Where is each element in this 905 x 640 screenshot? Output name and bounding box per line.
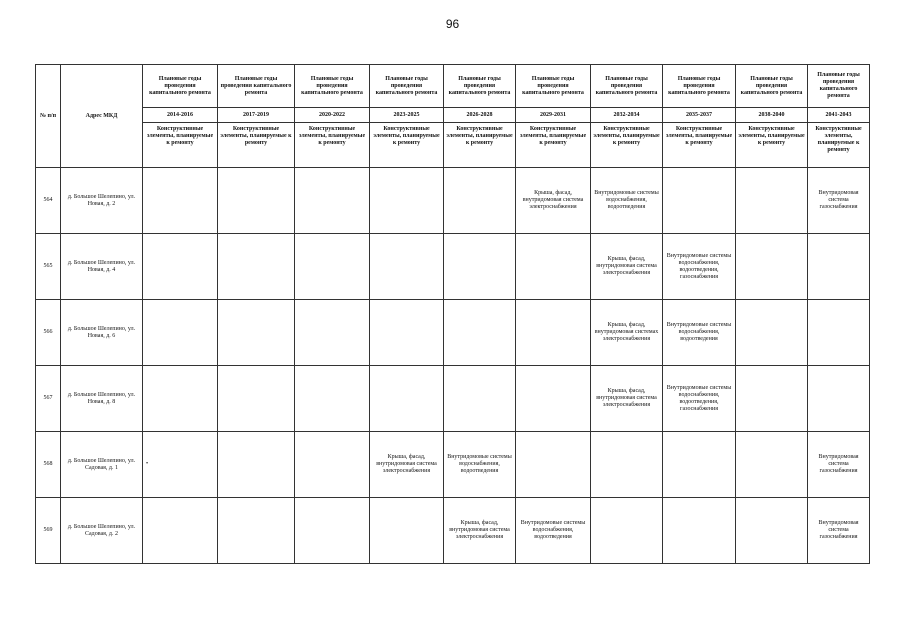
period-cell-2023-2025: Крыша, фасад, внутридомовая система электроснабжения xyxy=(370,432,444,498)
table-row xyxy=(36,168,870,234)
row-address: д. Большое Шелепино, ул. Новая, д. 4 xyxy=(61,234,143,300)
header-elements-label: Конструктивные элементы, планируемые к ремонту xyxy=(143,123,218,168)
period-cell-2041-2043 xyxy=(808,300,870,366)
period-cell-2029-2031 xyxy=(516,234,591,300)
period-cell-2038-2040 xyxy=(736,168,808,234)
header-period-2029-2031: 2029-2031 xyxy=(516,108,591,123)
header-period-2023-2025: 2023-2025 xyxy=(370,108,444,123)
period-cell-2038-2040 xyxy=(736,366,808,432)
period-cell-2029-2031: Внутридомовые системы водоснабжения, водоотведения xyxy=(516,498,591,564)
period-cell-2023-2025 xyxy=(370,366,444,432)
header-elements-label: Конструктивные элементы, планируемые к ремонту xyxy=(516,123,591,168)
table-header xyxy=(36,65,870,168)
period-cell-2020-2022 xyxy=(295,432,370,498)
header-plan-label: Плановые годы проведения капитального ремонта xyxy=(516,65,591,108)
row-number: 569 xyxy=(36,498,61,564)
header-plan-label: Плановые годы проведения капитального ремонта xyxy=(295,65,370,108)
period-cell-2026-2028 xyxy=(444,366,516,432)
period-cell-2026-2028: Внутридомовые системы водоснабжения, водоотведения xyxy=(444,432,516,498)
header-period-2038-2040: 2038-2040 xyxy=(736,108,808,123)
header-plan-label: Плановые годы проведения капитального ремонта xyxy=(370,65,444,108)
row-address: д. Большое Шелепино, ул. Новая, д. 6 xyxy=(61,300,143,366)
header-period-2032-2034: 2032-2034 xyxy=(591,108,663,123)
period-cell-2035-2037 xyxy=(663,432,736,498)
header-plan-label: Плановые годы проведения капитального ремонта xyxy=(143,65,218,108)
period-cell-2020-2022 xyxy=(295,234,370,300)
period-cell-2014-2016: • xyxy=(143,432,218,498)
period-cell-2023-2025 xyxy=(370,300,444,366)
period-cell-2035-2037: Внутридомовые системы водоснабжения, водоотведения xyxy=(663,300,736,366)
header-plan-label: Плановые годы проведения капитального ремонта xyxy=(808,65,870,108)
table-row xyxy=(36,234,870,300)
period-cell-2026-2028 xyxy=(444,234,516,300)
period-cell-2032-2034: Крыша, фасад, внутридомовая система электроснабжения xyxy=(591,366,663,432)
header-period-2035-2037: 2035-2037 xyxy=(663,108,736,123)
row-address: д. Большое Шелепино, ул. Садовая, д. 2 xyxy=(61,498,143,564)
period-cell-2038-2040 xyxy=(736,234,808,300)
period-cell-2035-2037: Внутридомовые системы водоснабжения, водоотведения, газоснабжения xyxy=(663,234,736,300)
header-period-2014-2016: 2014-2016 xyxy=(143,108,218,123)
period-cell-2020-2022 xyxy=(295,498,370,564)
header-plan-label: Плановые годы проведения капитального ремонта xyxy=(663,65,736,108)
period-cell-2020-2022 xyxy=(295,168,370,234)
table-row xyxy=(36,300,870,366)
header-plan-label: Плановые годы проведения капитального ремонта xyxy=(736,65,808,108)
period-cell-2041-2043 xyxy=(808,234,870,300)
row-number: 567 xyxy=(36,366,61,432)
period-cell-2041-2043: Внутридомовая система газоснабжения xyxy=(808,168,870,234)
period-cell-2014-2016 xyxy=(143,498,218,564)
period-cell-2029-2031: Крыша, фасад, внутридомовая система электроснабжения xyxy=(516,168,591,234)
header-elements-label: Конструктивные элементы, планируемые к ремонту xyxy=(370,123,444,168)
period-cell-2017-2019 xyxy=(218,432,295,498)
header-elements-label: Конструктивные элементы, планируемые к ремонту xyxy=(295,123,370,168)
period-cell-2035-2037 xyxy=(663,168,736,234)
header-period-2017-2019: 2017-2019 xyxy=(218,108,295,123)
period-cell-2041-2043 xyxy=(808,366,870,432)
period-cell-2023-2025 xyxy=(370,234,444,300)
period-cell-2029-2031 xyxy=(516,300,591,366)
period-cell-2035-2037: Внутридомовые системы водоснабжения, водоотведения, газоснабжения xyxy=(663,366,736,432)
period-cell-2038-2040 xyxy=(736,498,808,564)
row-address: д. Большое Шелепино, ул. Садовая, д. 1 xyxy=(61,432,143,498)
period-cell-2029-2031 xyxy=(516,432,591,498)
table-row xyxy=(36,366,870,432)
period-cell-2041-2043: Внутридомовая система газоснабжения xyxy=(808,432,870,498)
period-cell-2017-2019 xyxy=(218,234,295,300)
header-period-2020-2022: 2020-2022 xyxy=(295,108,370,123)
row-number: 566 xyxy=(36,300,61,366)
period-cell-2014-2016 xyxy=(143,300,218,366)
period-cell-2038-2040 xyxy=(736,432,808,498)
header-plan-label: Плановые годы проведения капитального ремонта xyxy=(444,65,516,108)
row-number: 565 xyxy=(36,234,61,300)
header-elements-label: Конструктивные элементы, планируемые к ремонту xyxy=(663,123,736,168)
header-address: Адрес МКД xyxy=(61,65,143,168)
header-elements-label: Конструктивные элементы, планируемые к ремонту xyxy=(736,123,808,168)
capital-repair-table xyxy=(35,64,870,564)
header-period-2026-2028: 2026-2028 xyxy=(444,108,516,123)
period-cell-2017-2019 xyxy=(218,168,295,234)
period-cell-2026-2028 xyxy=(444,300,516,366)
table-body xyxy=(36,168,870,564)
period-cell-2026-2028: Крыша, фасад, внутридомовая система электроснабжения xyxy=(444,498,516,564)
row-number: 564 xyxy=(36,168,61,234)
period-cell-2026-2028 xyxy=(444,168,516,234)
header-plan-label: Плановые годы проведения капитального ремонта xyxy=(591,65,663,108)
period-cell-2041-2043: Внутридомовая система газоснабжения xyxy=(808,498,870,564)
period-cell-2014-2016 xyxy=(143,168,218,234)
header-elements-label: Конструктивные элементы, планируемые к ремонту xyxy=(808,123,870,168)
period-cell-2032-2034 xyxy=(591,432,663,498)
period-cell-2014-2016 xyxy=(143,366,218,432)
header-period-2041-2043: 2041-2043 xyxy=(808,108,870,123)
header-elements-label: Конструктивные элементы, планируемые к ремонту xyxy=(591,123,663,168)
period-cell-2038-2040 xyxy=(736,300,808,366)
period-cell-2020-2022 xyxy=(295,300,370,366)
table-row xyxy=(36,498,870,564)
table-row xyxy=(36,432,870,498)
period-cell-2023-2025 xyxy=(370,168,444,234)
header-plan-label: Плановые годы проведения капитального ремонта xyxy=(218,65,295,108)
row-address: д. Большое Шелепино, ул. Новая, д. 2 xyxy=(61,168,143,234)
period-cell-2032-2034 xyxy=(591,498,663,564)
page-number: 96 xyxy=(445,17,460,31)
header-elements-label: Конструктивные элементы, планируемые к ремонту xyxy=(444,123,516,168)
period-cell-2017-2019 xyxy=(218,366,295,432)
period-cell-2032-2034: Внутридомовые системы водоснабжения, водоотведения xyxy=(591,168,663,234)
period-cell-2017-2019 xyxy=(218,498,295,564)
header-elements-label: Конструктивные элементы, планируемые к ремонту xyxy=(218,123,295,168)
row-address: д. Большое Шелепино, ул. Новая, д. 8 xyxy=(61,366,143,432)
period-cell-2014-2016 xyxy=(143,234,218,300)
period-cell-2023-2025 xyxy=(370,498,444,564)
period-cell-2032-2034: Крыша, фасад, внутридомовая система электроснабжения xyxy=(591,234,663,300)
period-cell-2029-2031 xyxy=(516,366,591,432)
period-cell-2032-2034: Крыша, фасад, внутридомовая системах электроснабжения xyxy=(591,300,663,366)
period-cell-2035-2037 xyxy=(663,498,736,564)
period-cell-2020-2022 xyxy=(295,366,370,432)
period-cell-2017-2019 xyxy=(218,300,295,366)
header-num: № п/п xyxy=(36,65,61,168)
row-number: 568 xyxy=(36,432,61,498)
